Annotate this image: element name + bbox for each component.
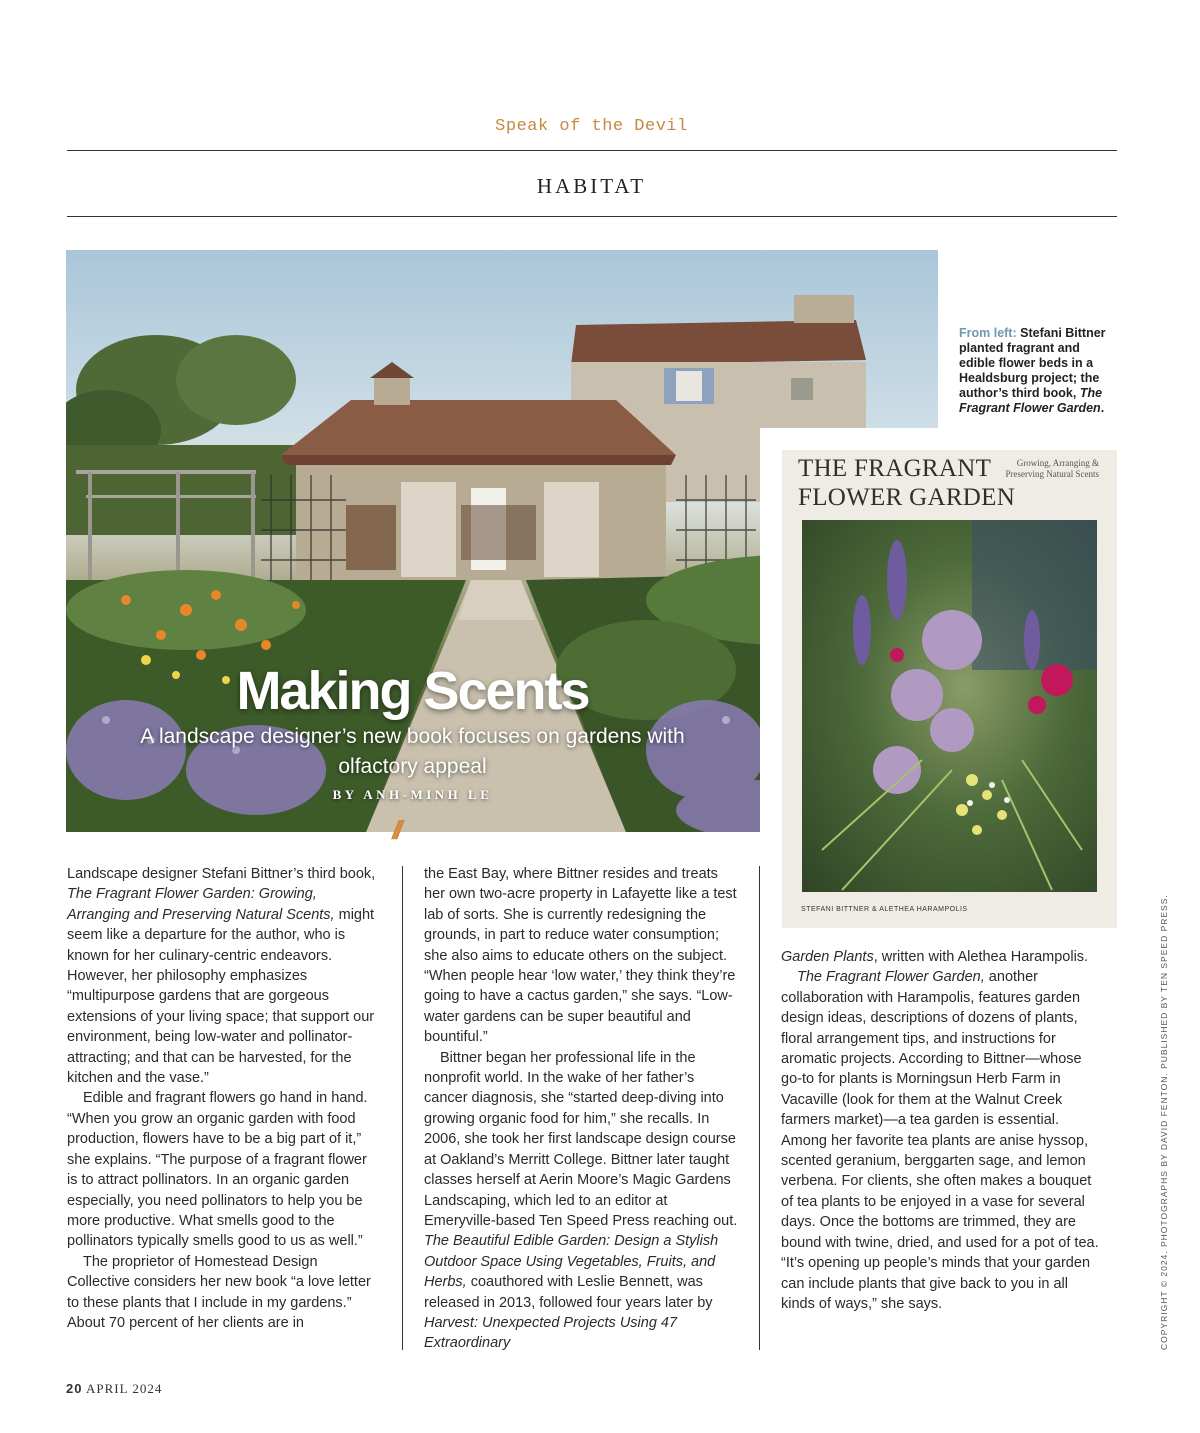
caption-end: . <box>1100 401 1105 415</box>
text-run: coauthored with Leslie Bennett, was released in 2013, followed four years later by <box>424 1274 713 1311</box>
byline: BY ANH-MINH LE <box>332 787 493 802</box>
caption-text: Stefani Bittner planted fragrant and edible flower beds in a Healdsburg project; the author’s third book, <box>959 326 1106 400</box>
book-cover-subtitle: Growing, Arranging & Preserving Natural Scents <box>1005 458 1099 479</box>
page-number: 20 <box>66 1381 83 1396</box>
book-title-italic: Harvest: Unexpected Projects Using 47 Extraordinary <box>424 1314 678 1352</box>
book-cover <box>760 428 1117 928</box>
issue-date: APRIL 2024 <box>86 1381 163 1396</box>
kicker: Speak of the Devil <box>495 117 688 136</box>
ornament-slashes: // <box>392 815 399 845</box>
bouquet-photo <box>802 520 1097 892</box>
paragraph: Edible and fragrant flowers go hand in hand. “When you grow an organic garden with food production, flowers have to be a big part of it,” she explains. “The purpose of a fragrant flower is to attract pollinators. In an organic garden especially, you need pollinators to help you be more productive. What smells good to the pollinators typically smells good to us as well.” <box>67 1090 368 1250</box>
bouquet-illustration <box>802 520 1097 892</box>
text-run: Bittner began her professional life in the nonprofit world. In the wake of her father’s cancer diagnosis, she “started deep-diving into growing organic food for him,” she recalls. In 2006, she took her first landscape design course at Oakland’s Merritt College. Bittner later taught classes herself at Aerin Moore’s Magic Gardens Landscaping, which led to an editor at Emeryville-based Ten Speed Press reaching out. <box>424 1049 738 1229</box>
paragraph <box>67 864 381 1088</box>
section-title: HABITAT <box>536 174 647 198</box>
article-column-1 <box>67 864 381 1333</box>
section-rule <box>67 216 1117 217</box>
column-divider <box>759 866 760 1350</box>
page-folio <box>66 1381 162 1397</box>
text-run: another collaboration with Harampolis, features garden design ideas, descriptions of dozens of plants, floral arrangement tips, and instructions for aromatic projects. According to Bittner—whose go-to for plants is Morningsun Herb Farm in Vacaville (look for them at the Walnut Creek farmers market)—a tea garden is essential. Among her favorite tea plants are anise hyssop, scented geranium, berggarten sage, and lemon verbena. For clients, she often makes a bouquet of tea plants to be enjoyed in a vase for several days. Once the bottoms are trimmed, they are bound with twine, dried, and used for a pot of tea. “It’s opening up people’s minds that your garden can include plants that give back to you in all kinds of ways,” she says. <box>781 969 1099 1312</box>
top-rule <box>67 150 1117 151</box>
photo-credit: COPYRIGHT © 2024. PHOTOGRAPHS BY DAVID FENTON. PUBLISHED BY TEN SPEED PRESS. <box>1159 894 1169 1350</box>
book-title-italic: The Fragrant Flower Garden: Growing, Arranging and Preserving Natural Scents, <box>67 886 335 923</box>
paragraph <box>781 967 1099 1314</box>
text-run: Landscape designer Stefani Bittner’s third book, <box>67 866 376 882</box>
caption-lead: From left: <box>959 326 1017 340</box>
column-divider <box>402 866 403 1350</box>
article-dek: A landscape designer’s new book focuses on gardens with olfactory appeal <box>140 725 685 778</box>
book-title-italic: The Beautiful Edible Garden: Design a Stylish Outdoor Space Using Vegetables, Fruits, and Herbs, <box>424 1233 719 1291</box>
book-title-italic: The Fragrant Flower Garden, <box>797 969 985 986</box>
article-column-3 <box>781 947 1099 1314</box>
paragraph: the East Bay, where Bittner resides and treats her own two-acre property in Lafayette like a test lab of sorts. She is currently redesigning the grounds, in part to reduce water consumption; she also aims to educate others on the subject. “When people hear ‘low water,’ they think they’re going to have a cactus garden,” she says. “Low-water gardens can be super beautiful and bountiful.” <box>424 866 737 1046</box>
paragraph: The proprietor of Homestead Design Collective considers her new book “a love letter to these plants that I include in my gardens.” About 70 percent of her clients are in <box>67 1253 371 1331</box>
book-title-italic: Garden Plants <box>781 949 874 965</box>
text-run: , written with Alethea Harampolis. <box>873 949 1089 965</box>
book-cover-title: THE FRAGRANT FLOWER GARDEN <box>798 455 1016 511</box>
book-cover-authors: STEFANI BITTNER & ALETHEA HARAMPOLIS <box>801 906 968 913</box>
photo-caption <box>959 326 1119 416</box>
article-headline: Making Scents <box>236 661 589 721</box>
caption-book-title: The Fragrant Flower Garden <box>959 386 1103 415</box>
paragraph <box>781 947 1099 967</box>
paragraph <box>424 1048 738 1354</box>
text-run: might seem like a departure for the author, who is known for her culinary-centric endeavors. However, her philosophy emphasizes “multipurpose gardens that are gorgeous extensions of your living space; that support our environment, being low-water and pollinator-attracting; and that can be harvested, for the kitchen and the vase.” <box>67 906 375 1087</box>
book-cover-panel <box>782 450 1117 928</box>
article-column-2 <box>424 864 738 1354</box>
